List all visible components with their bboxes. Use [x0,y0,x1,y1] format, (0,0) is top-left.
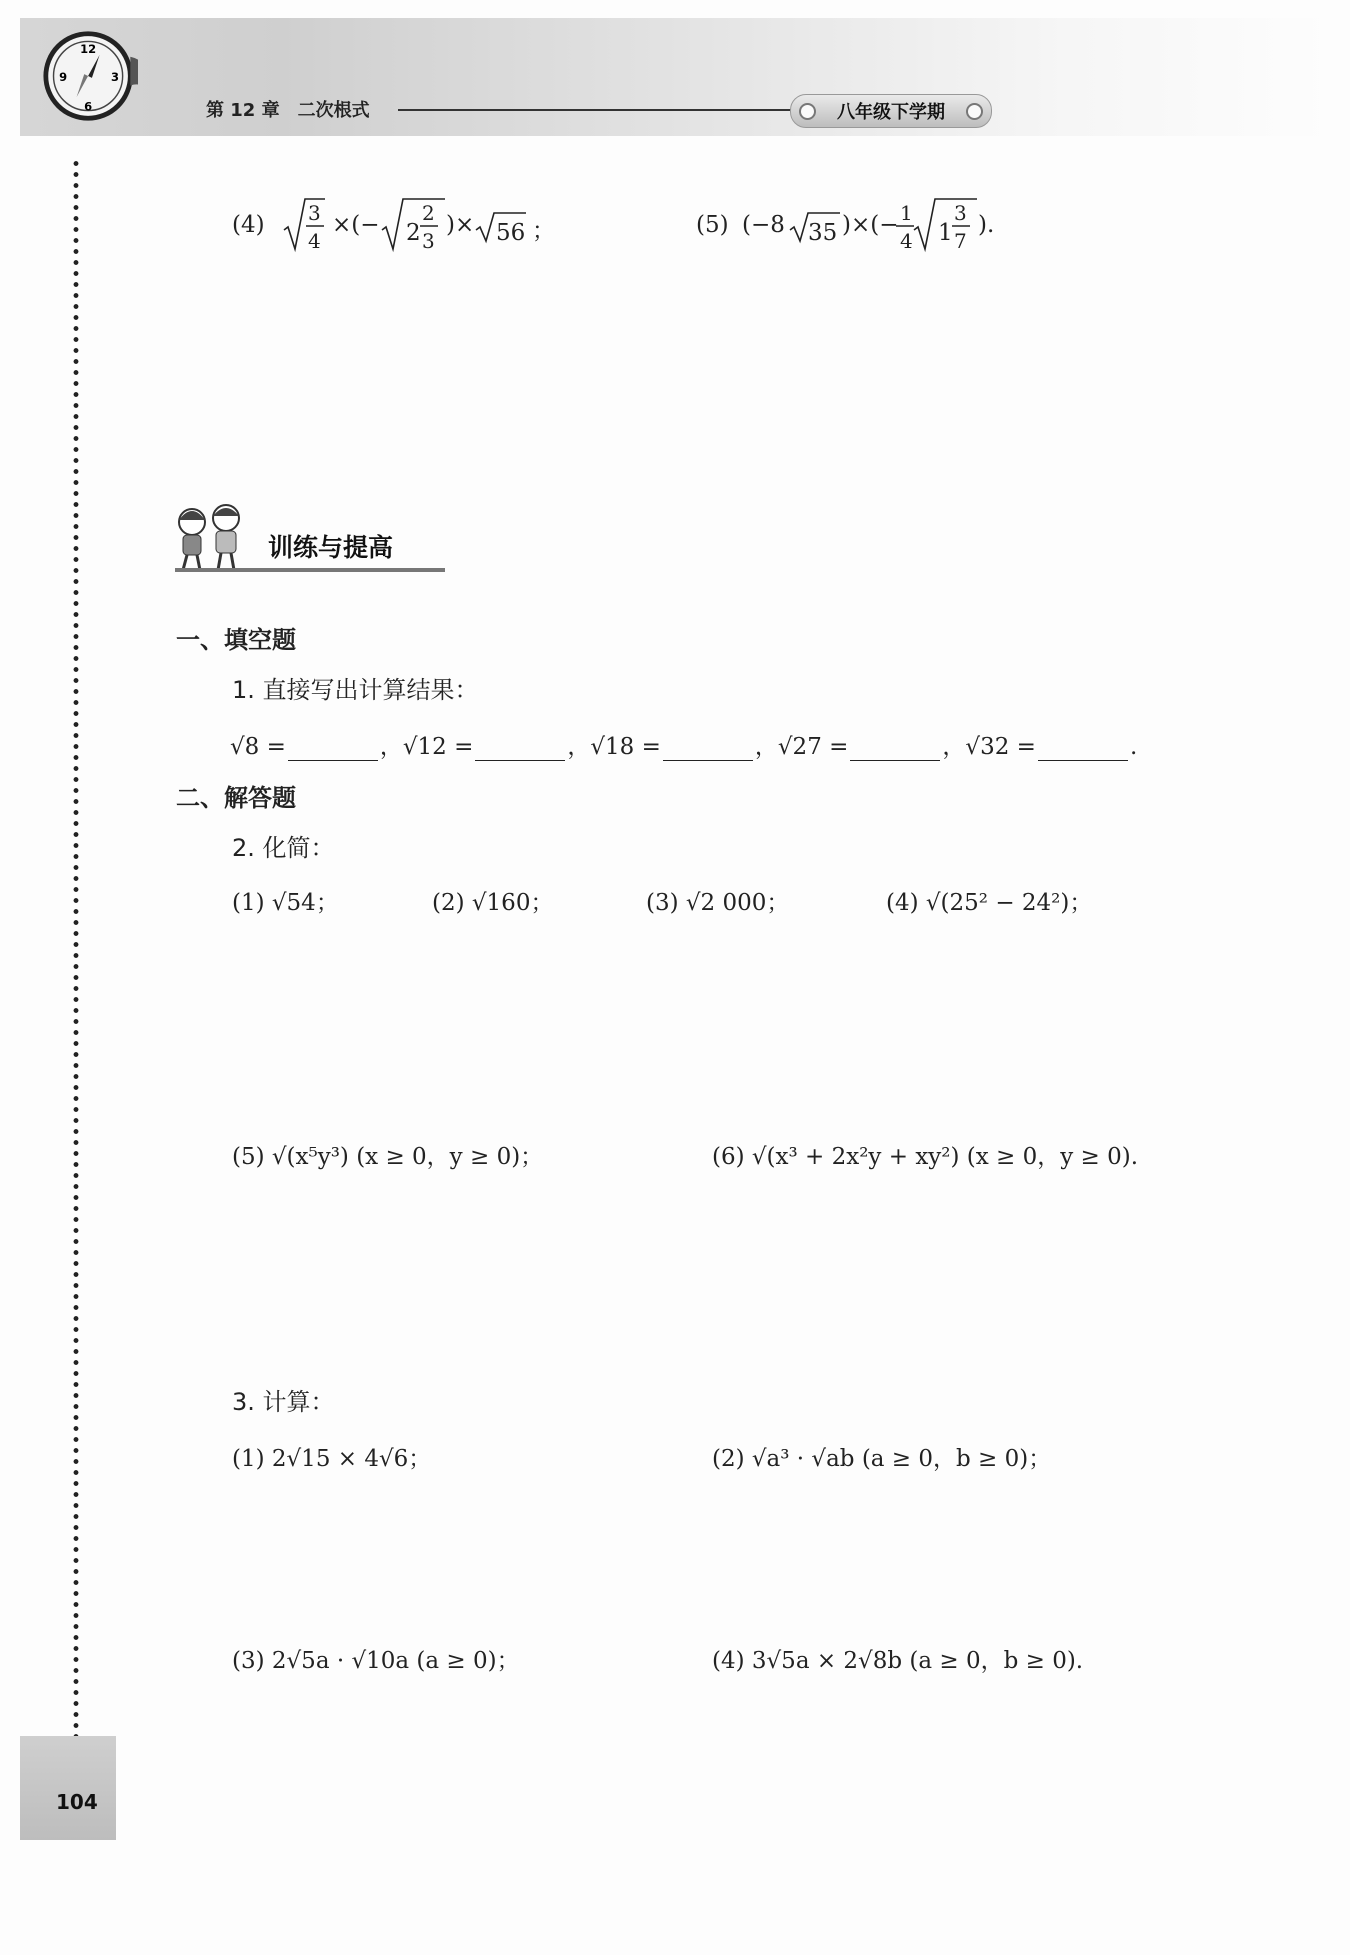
q1-item: √8 = [230,734,286,760]
svg-text:(−8: (−8 [742,212,785,238]
answer-blank[interactable] [475,738,565,761]
q2-item-1: (1) √54； [232,890,339,916]
svg-text:×(−: ×(− [332,212,380,238]
svg-text:7: 7 [954,229,967,253]
q3-item-3: (3) 2√5a · √10a (a ≥ 0)； [232,1648,520,1674]
chapter-label: 第 12 章 二次根式 [206,100,370,121]
answer-blank[interactable] [663,738,753,761]
section-title: 训练与提高 [268,533,394,562]
exercise-4 [232,198,602,268]
answer-blank[interactable] [850,738,940,761]
svg-text:1: 1 [900,201,913,225]
page-number-box [20,1736,116,1840]
svg-text:4: 4 [900,229,913,253]
kids-illustration-icon [170,500,270,574]
answer-blank[interactable] [1038,738,1128,761]
q1-item: ，√27 = [754,734,849,760]
q3-item-2: (2) √a³ · √ab (a ≥ 0，b ≥ 0)； [712,1446,1052,1472]
svg-text:).: ). [978,212,995,238]
svg-text:12: 12 [80,41,97,56]
q1-prompt: 1. 直接写出计算结果： [232,676,479,704]
q2-item-3: (3) √2 000； [646,890,790,916]
answer-blank[interactable] [288,738,378,761]
q2-prompt: 2. 化简： [232,834,335,862]
q1-item: ，√18 = [567,734,661,760]
svg-text:1: 1 [938,220,953,246]
q2-item-5: (5) √(x⁵y³) (x ≥ 0，y ≥ 0)； [232,1144,544,1170]
svg-text:3: 3 [308,201,321,225]
svg-text:9: 9 [59,69,68,84]
q2-item-6: (6) √(x³ + 2x²y + xy²) (x ≥ 0，y ≥ 0). [712,1144,1139,1170]
page-header [20,18,1330,136]
svg-text:4: 4 [308,229,321,253]
part1-heading: 一、填空题 [176,626,296,654]
svg-text:3: 3 [422,229,435,253]
section-rule [175,568,445,572]
svg-text:)×: )× [446,212,475,238]
q3-item-4: (4) 3√5a × 2√8b (a ≥ 0，b ≥ 0). [712,1648,1084,1674]
q1-answer-row: √8 = ，√12 = ，√18 = ，√27 = ，√32 = . [230,734,1138,760]
svg-text:(5): (5) [696,212,729,238]
q1-item: ，√12 = [379,734,474,760]
q1-item: ，√32 = [942,734,1036,760]
q2-item-4: (4) √(25² − 24²)； [886,890,1093,916]
header-rule [398,109,798,111]
svg-text:；: ； [532,218,555,244]
svg-text:3: 3 [954,201,967,225]
q2-item-2: (2) √160； [432,890,554,916]
svg-text:56: 56 [496,220,526,246]
svg-text:(4): (4) [232,212,265,238]
page-number: 104 [56,1790,98,1814]
part2-heading: 二、解答题 [176,784,296,812]
q3-prompt: 3. 计算： [232,1388,335,1416]
section-banner [170,500,450,576]
dotted-margin-line [73,158,79,1736]
clock-logo-icon [42,28,138,124]
exercise-5 [696,198,1076,268]
svg-text:3: 3 [110,69,119,84]
svg-text:2: 2 [406,220,421,246]
grade-badge: 八年级下学期 [790,94,992,128]
q3-item-1: (1) 2√15 × 4√6； [232,1446,432,1472]
svg-text:)×(−: )×(− [842,212,899,238]
svg-text:6: 6 [84,99,93,114]
svg-text:2: 2 [422,201,435,225]
svg-text:35: 35 [808,220,838,246]
